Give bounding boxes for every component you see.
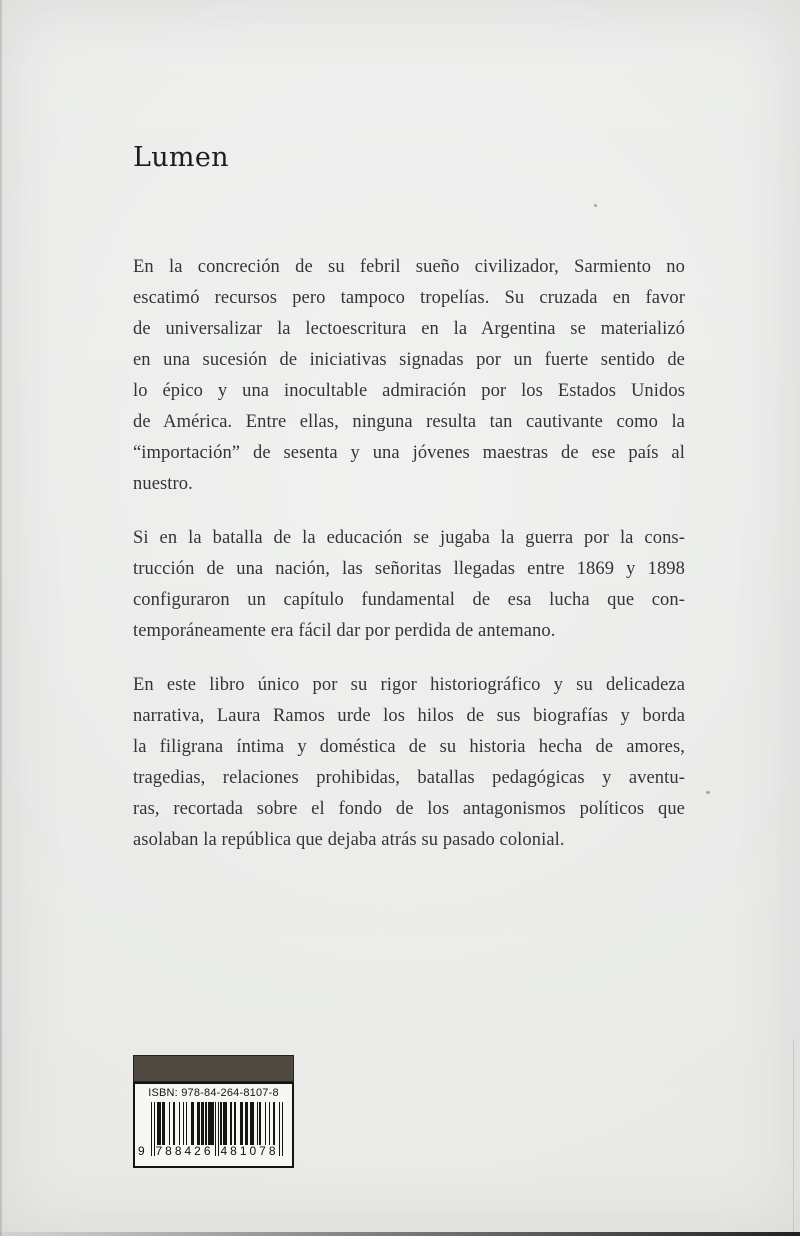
blurb-paragraph-1 (133, 252, 685, 500)
blurb-line: escatimó recursos pero tampoco tropelías. Su cruzada en favor (133, 288, 685, 308)
blurb-line: en una sucesión de iniciativas signadas por un fuerte sentido de (133, 350, 685, 370)
blurb-line: la filigrana íntima y doméstica de su historia hecha de amores, (133, 737, 685, 757)
barcode-box (133, 1082, 294, 1168)
blurb-line: Si en la batalla de la educación se jugaba la guerra por la cons- (133, 528, 685, 548)
blurb-paragraph-3 (133, 670, 685, 856)
blurb-line: asolaban la república que dejaba atrás su pasado colonial. (133, 830, 565, 850)
blurb-line: tragedias, relaciones prohibidas, batallas pedagógicas y aventu- (133, 768, 685, 788)
blurb-line: lo épico y una inocultable admiración por los Estados Unidos (133, 381, 685, 401)
blurb-line: trucción de una nación, las señoritas llegadas entre 1869 y 1898 (133, 559, 685, 579)
blurb-line: En la concreción de su febril sueño civilizador, Sarmiento no (133, 257, 685, 277)
back-cover-blurb (133, 252, 685, 879)
photo-edge-right (793, 1040, 794, 1236)
ean-digits-left: 788426 (155, 1144, 214, 1158)
barcode-top-band (133, 1055, 294, 1082)
ean-barcode (138, 1102, 283, 1158)
barcode-block (133, 1055, 294, 1168)
blurb-paragraph-2 (133, 523, 685, 647)
blurb-line: de universalizar la lectoescritura en la Argentina se materializó (133, 319, 685, 339)
ean-digits-right: 481078 (220, 1144, 279, 1158)
isbn-label: ISBN: 978-84-264-8107-8 (148, 1087, 279, 1099)
ean-digit-leading: 9 (138, 1144, 145, 1158)
blurb-line: “importación” de sesenta y una jóvenes maestras de ese país al (133, 443, 685, 463)
blurb-line: narrativa, Laura Ramos urde los hilos de sus biografías y borda (133, 706, 685, 726)
publisher-logo: Lumen (133, 142, 229, 173)
blurb-line: ras, recortada sobre el fondo de los antagonismos políticos que (133, 799, 685, 819)
blurb-line: En este libro único por su rigor historiográfico y su delicadeza (133, 675, 685, 695)
blurb-line: configuraron un capítulo fundamental de esa lucha que con- (133, 590, 685, 610)
paper-speck (594, 204, 597, 207)
paper-speck (706, 791, 710, 794)
blurb-line: de América. Entre ellas, ninguna resulta tan cautivante como la (133, 412, 685, 432)
photo-edge-bottom (0, 1232, 800, 1236)
blurb-line: nuestro. (133, 474, 193, 494)
photo-edge-left (0, 0, 3, 1236)
blurb-line: temporáneamente era fácil dar por perdida de antemano. (133, 621, 556, 641)
